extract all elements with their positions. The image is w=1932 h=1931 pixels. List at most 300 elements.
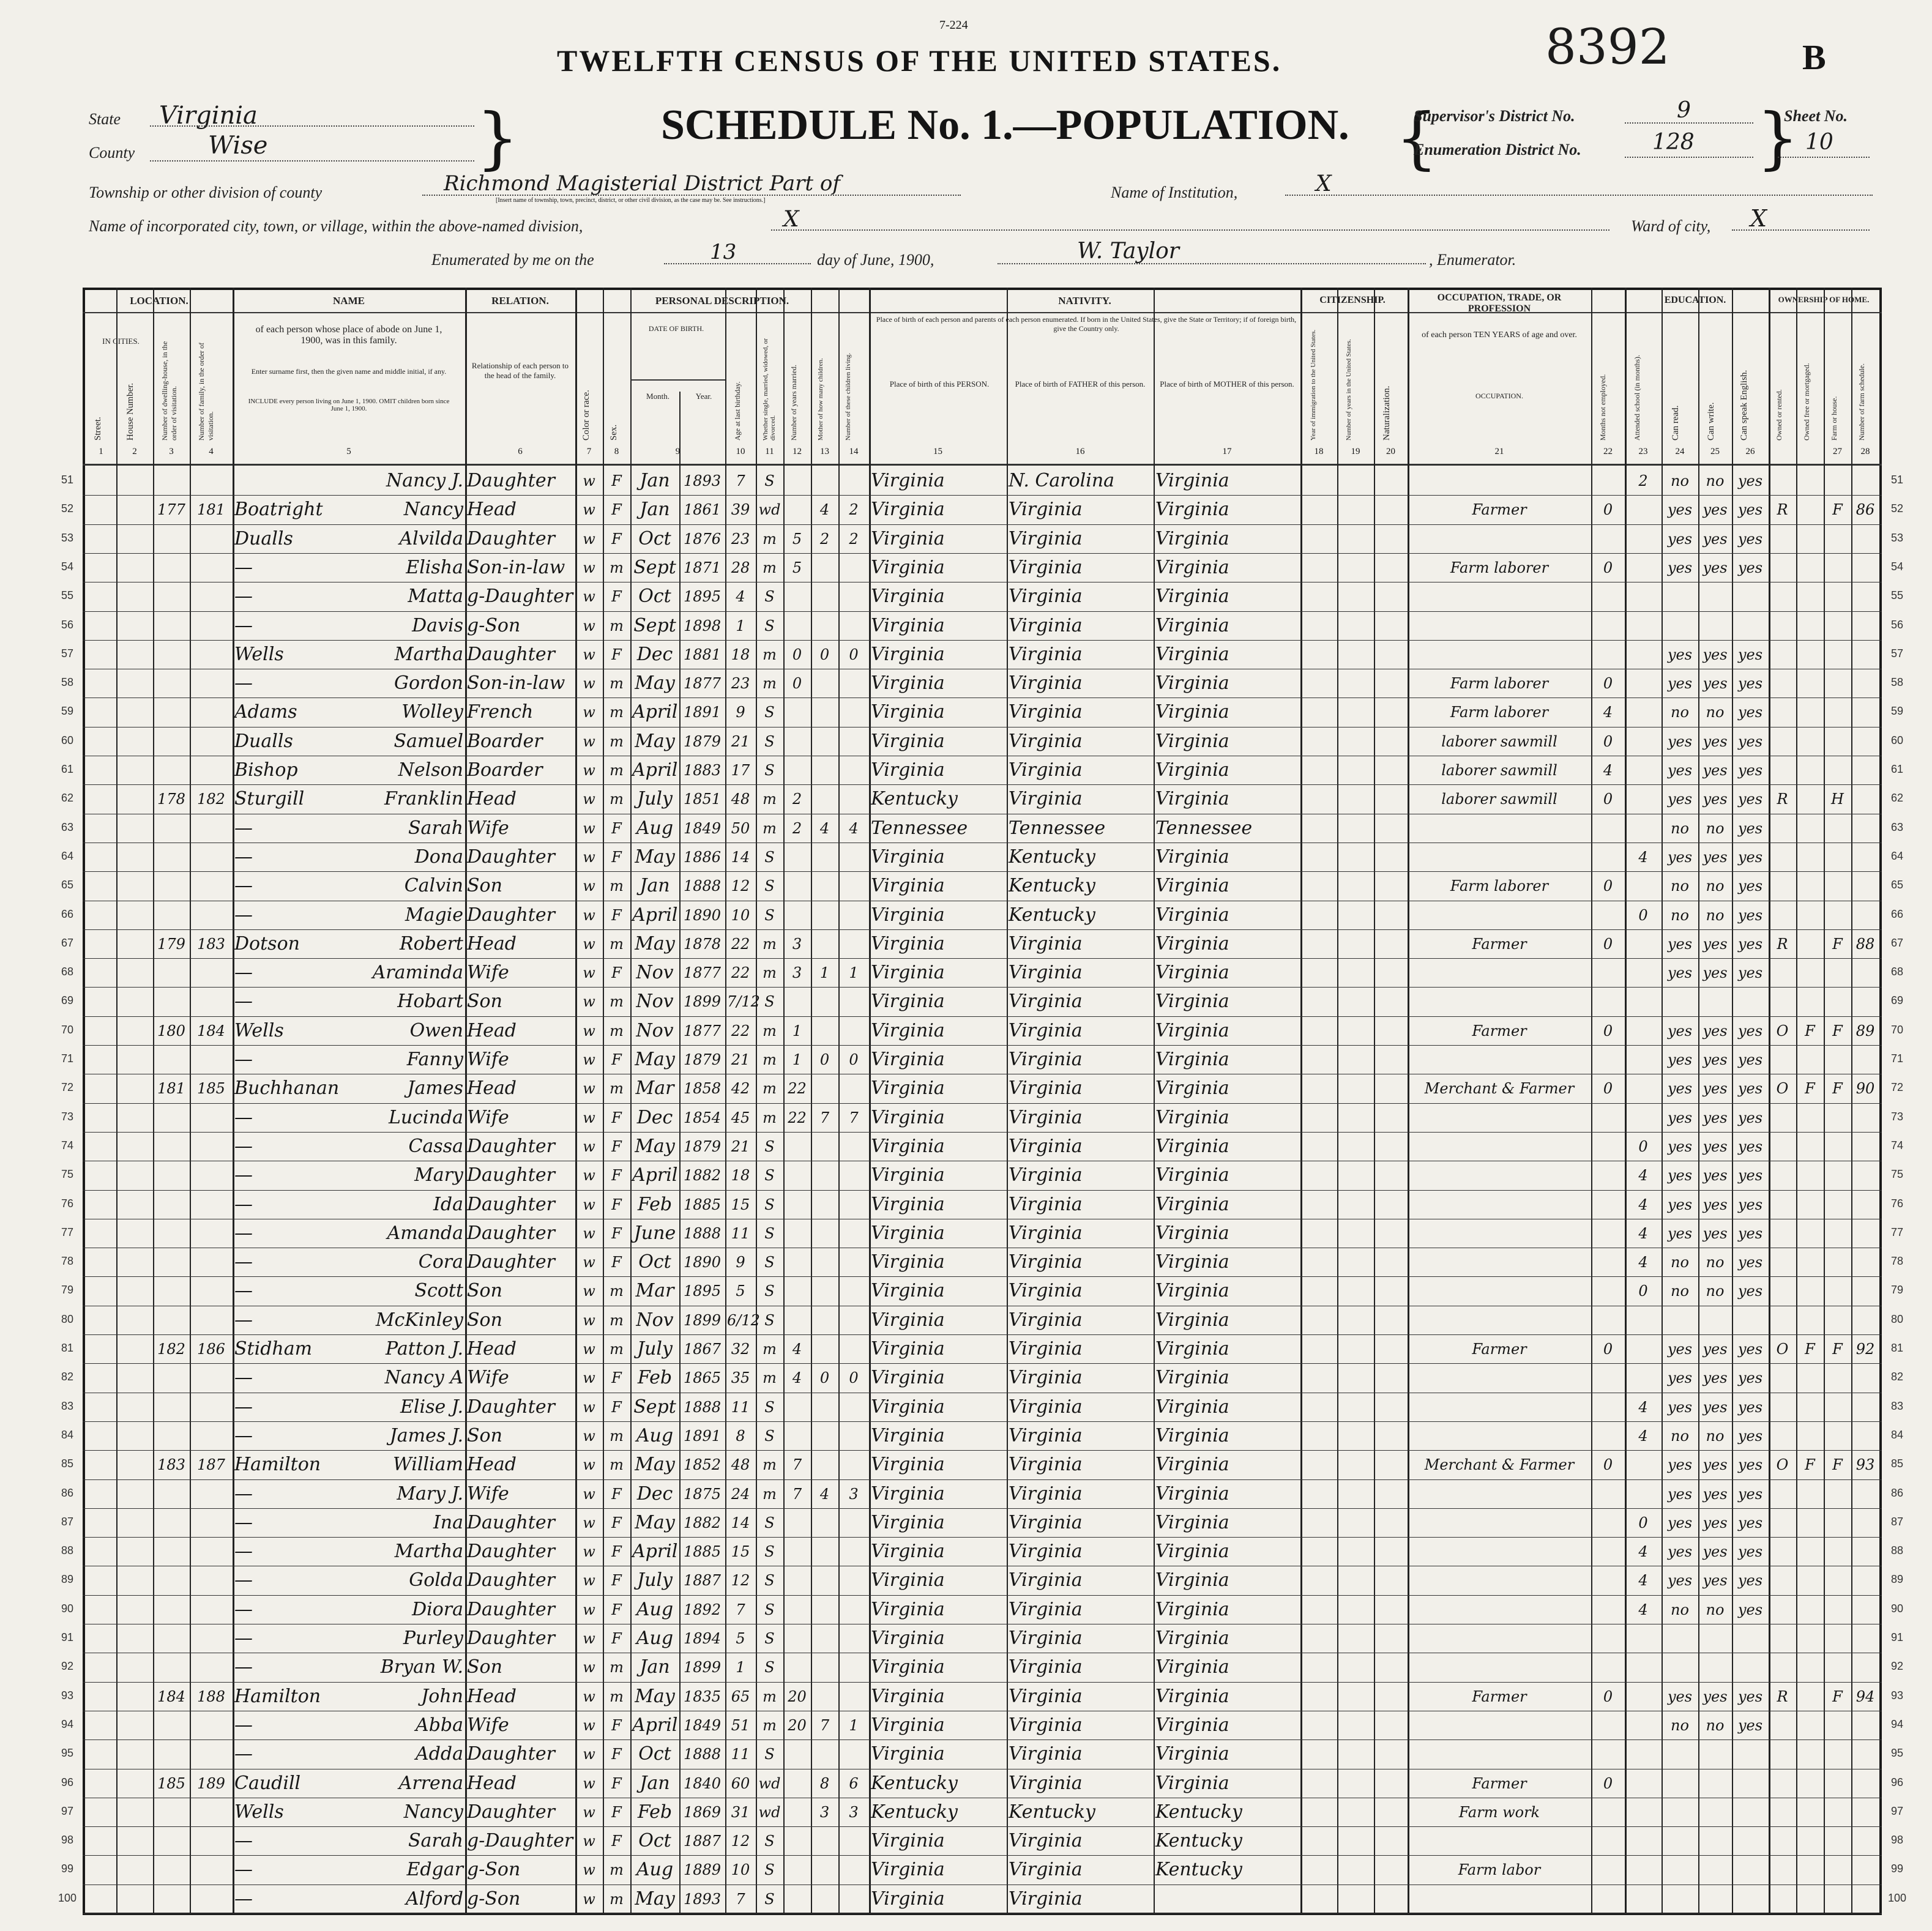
cell-speak: yes [1737,1282,1763,1300]
cell-mo: 4 [819,1485,830,1503]
cell-write: no [1706,1254,1725,1271]
cell-sex: m [610,559,624,576]
cell-month: May [635,1135,675,1157]
cell-bp: Virginia [871,1309,945,1331]
cell-speak: yes [1737,1051,1763,1068]
cell-read: yes [1667,1485,1693,1503]
column-number: 17 [1222,447,1232,456]
cell-ym: 0 [792,675,802,693]
column-number: 10 [736,447,745,456]
cell-fbp: Virginia [1009,1569,1083,1591]
cell-dw: 182 [157,1341,185,1358]
cell-unemp: 0 [1603,1687,1613,1705]
cell-sched: 86 [1856,501,1875,519]
column-rule [1796,288,1797,1913]
cell-month: Oct [638,527,671,549]
cell-month: May [635,730,675,752]
cell-dw: 178 [157,791,185,808]
cell-age: 12 [731,1572,750,1590]
cell-color: w [583,819,595,837]
cell-given: Edgar [406,1859,463,1881]
name-include-header: INCLUDE every person living on June 1, 1900. OMIT children born since June 1, 1900. [248,398,450,412]
state-label: State [89,110,121,128]
cell-sex: F [611,1137,622,1155]
cell-rel: Daughter [467,643,555,665]
cell-fbp: Virginia [1009,1251,1083,1273]
cell-age: 14 [731,1514,750,1531]
cell-color: w [583,1196,595,1213]
line-number-right: 88 [1890,1544,1904,1557]
header-bottom-rule [83,464,1882,466]
cell-surname: Hamilton [234,1685,321,1707]
cell-color: w [583,877,595,895]
line-number-right: 96 [1890,1776,1904,1788]
cell-bp: Virginia [871,1280,945,1302]
cell-rel: Head [467,499,517,521]
cell-read: yes [1667,1196,1693,1213]
cell-month: May [635,1888,675,1910]
cell-read: yes [1667,646,1693,663]
cell-given: Matta [408,586,463,608]
column-rule [725,288,726,1913]
cell-mbp: Virginia [1155,1049,1229,1070]
can-write-header: Can write. [1706,402,1716,441]
cell-bp: Virginia [871,499,945,521]
line-number-right: 68 [1890,966,1904,978]
cell-fbp: Virginia [1009,1685,1083,1707]
cell-mbp: Virginia [1155,672,1229,694]
cell-mbp: Virginia [1155,527,1229,549]
line-number-left: 80 [61,1312,74,1325]
line-number-left: 79 [61,1284,74,1297]
cell-year: 1890 [683,1254,722,1271]
cell-speak: yes [1737,472,1763,489]
line-number-left: 57 [61,647,74,660]
cell-year: 1899 [683,1659,722,1676]
cell-sched: 93 [1856,1456,1875,1474]
cell-sex: F [611,1254,622,1271]
cell-read: yes [1667,1514,1693,1531]
cell-mar: S [764,704,775,721]
cell-bp: Virginia [871,1338,945,1360]
cell-speak: yes [1737,1341,1763,1358]
cell-mbp: Virginia [1155,1077,1229,1099]
cell-sex: m [610,675,624,693]
cell-bp: Virginia [871,614,945,636]
cell-sex: F [611,1601,622,1618]
cell-liv: 0 [849,646,859,663]
cell-month: Nov [636,991,674,1013]
cell-age: 31 [731,1803,750,1821]
cell-given: Gordon [394,672,463,694]
cell-sex: F [611,1109,622,1126]
cell-school: 2 [1638,472,1648,489]
cell-color: w [583,1080,595,1098]
sheet-no-underline [1778,157,1870,158]
cell-given: Robert [399,932,463,954]
cell-fbp: N. Carolina [1009,470,1115,491]
cell-age: 51 [731,1716,750,1734]
cell-speak: yes [1737,964,1763,982]
cell-mbp: Virginia [1155,470,1229,491]
cell-mar: S [764,1137,775,1155]
cell-farm: F [1832,1456,1843,1474]
cell-mar: S [764,906,775,924]
cell-dw: 179 [157,935,185,953]
cell-sex: F [611,1543,622,1561]
cell-free: F [1805,1022,1815,1040]
cell-liv: 1 [849,964,859,982]
cell-ym: 20 [788,1687,807,1705]
cell-bp: Virginia [871,1193,945,1215]
cell-age: 15 [731,1196,750,1213]
cell-year: 1893 [683,472,722,489]
line-number-right: 97 [1890,1804,1904,1817]
column-rule [603,288,604,1913]
cell-given: Franklin [384,788,463,810]
cell-surname: — [234,1511,253,1533]
cell-rel: Daughter [467,904,555,926]
cell-given: Ina [433,1511,463,1533]
birth-father-header: Place of birth of FATHER of this person. [1015,379,1146,389]
day-of-label: day of June, 1900, [817,251,934,269]
marital-header: Whether single, married, widowed, or divorced. [762,338,777,441]
cell-rel: Wife [467,817,509,839]
cell-dw: 181 [157,1080,185,1098]
row-rule [83,784,1882,785]
column-number: 6 [518,447,523,456]
cell-mar: m [763,675,777,693]
cell-mbp: Virginia [1155,1454,1229,1476]
cell-write: yes [1703,1167,1728,1185]
cell-age: 10 [731,1861,750,1879]
supervisor-value: 9 [1677,98,1691,123]
cell-write: yes [1703,1514,1728,1531]
cell-mbp: Virginia [1155,1338,1229,1360]
row-rule [83,640,1882,641]
cell-year: 1849 [683,1716,722,1734]
cell-color: w [583,1687,595,1705]
cell-surname: — [234,1656,253,1678]
line-number-right: 79 [1890,1284,1904,1297]
cell-mar: m [763,1080,777,1098]
cell-dw: 184 [157,1687,185,1705]
cell-unemp: 0 [1603,732,1613,750]
cell-age: 22 [731,935,750,953]
cell-mar: S [764,617,775,634]
cell-unemp: 0 [1603,675,1613,693]
line-number-left: 96 [61,1776,74,1788]
column-number: 28 [1860,447,1870,456]
cell-age: 7 [736,1890,745,1908]
state-underline [150,125,474,127]
cell-farm: F [1832,935,1843,953]
cell-year: 1889 [683,1861,722,1879]
cell-mar: S [764,1630,775,1647]
cell-mbp: Virginia [1155,1541,1229,1563]
cell-mar: m [763,1341,777,1358]
cell-rel: Head [467,788,517,810]
cell-speak: yes [1737,1687,1763,1705]
enumerator-underline [998,263,1426,264]
cell-mar: S [764,1311,775,1329]
cell-given: Nancy A [384,1367,463,1389]
cell-mar: wd [758,1774,781,1792]
cell-sex: F [611,1224,622,1242]
column-rule [811,288,812,1913]
cell-read: yes [1667,791,1693,808]
cell-year: 1888 [683,877,722,895]
cell-bp: Kentucky [871,1801,958,1823]
cell-surname: — [234,1251,253,1273]
cell-farm: H [1831,791,1844,808]
cell-given: Sarah [408,1830,463,1852]
county-value: Wise [208,132,268,160]
cell-write: yes [1703,1456,1728,1474]
cell-mbp: Kentucky [1155,1859,1242,1881]
cell-mbp: Virginia [1155,875,1229,897]
cell-given: Patton J. [386,1338,463,1360]
cell-given: Cassa [408,1135,463,1157]
cell-fbp: Virginia [1009,499,1083,521]
line-number-left: 62 [61,792,74,805]
in-cities-header: IN CITIES. [102,337,140,346]
line-number-right: 77 [1890,1226,1904,1238]
cell-month: Sept [633,1396,676,1418]
cell-month: May [635,1511,675,1533]
column-number: 5 [346,447,351,456]
column-rule [1007,288,1008,1913]
cell-year: 1877 [683,964,722,982]
cell-sex: m [610,762,624,779]
cell-read: yes [1667,848,1693,866]
date-of-birth-rule [630,379,725,381]
cell-speak: yes [1737,1543,1763,1561]
cell-year: 1883 [683,762,722,779]
line-number-left: 83 [61,1399,74,1412]
cell-month: Mar [635,1280,674,1302]
cell-rel: Daughter [467,1598,555,1620]
column-number: 24 [1675,447,1685,456]
cell-age: 7 [736,1601,745,1618]
cell-age: 48 [731,1456,750,1474]
cell-month: May [635,672,675,694]
cell-surname: Wells [234,1019,284,1041]
column-number: 13 [820,447,829,456]
column-number: 25 [1710,447,1720,456]
cell-sex: m [610,1890,624,1908]
cell-bp: Virginia [871,1569,945,1591]
cell-read: yes [1667,1051,1693,1068]
cell-mo: 4 [819,501,830,519]
cell-fbp: Virginia [1009,1743,1083,1765]
cell-own: O [1776,1341,1789,1358]
cell-write: yes [1703,964,1728,982]
cell-mar: S [764,1659,775,1676]
line-number-left: 100 [58,1891,77,1904]
cell-mar: m [763,559,777,576]
cell-write: yes [1703,501,1728,519]
cell-color: w [583,1861,595,1879]
line-number-right: 73 [1890,1110,1904,1123]
line-number-right: 82 [1890,1371,1904,1383]
line-number-right: 87 [1890,1515,1904,1528]
cell-age: 9 [736,704,745,721]
cell-month: April [632,759,678,781]
cell-rel: Boarder [467,759,543,781]
cell-year: 1871 [683,559,722,576]
cell-write: no [1706,1601,1725,1618]
cell-month: July [637,1569,673,1591]
cell-bp: Virginia [871,1714,945,1736]
cell-color: w [583,559,595,576]
cell-sex: m [610,1659,624,1676]
cell-month: Aug [636,817,674,839]
cell-fam: 189 [197,1774,225,1792]
cell-speak: yes [1737,1369,1763,1387]
cell-given: Nancy [403,499,463,521]
cell-bp: Virginia [871,643,945,665]
cell-farm: F [1832,1341,1843,1358]
cell-rel: Daughter [467,470,555,491]
cell-rel: Wife [467,1106,509,1128]
cell-color: w [583,1601,595,1618]
cell-farm: F [1832,1687,1843,1705]
cell-free: F [1805,1341,1815,1358]
column-number: 21 [1494,447,1504,456]
cell-write: no [1706,906,1725,924]
cell-unemp: 4 [1603,762,1613,779]
cell-month: June [633,1222,676,1244]
cell-color: w [583,1832,595,1850]
column-number: 4 [209,447,214,456]
cell-bp: Virginia [871,1511,945,1533]
cell-sex: F [611,1746,622,1763]
cell-age: 11 [731,1398,750,1416]
cell-year: 1886 [683,848,722,866]
cell-fbp: Virginia [1009,932,1083,954]
cell-given: Mary [414,1164,463,1186]
cell-sex: F [611,819,622,837]
line-number-right: 65 [1890,879,1904,891]
cell-bp: Virginia [871,701,945,723]
cell-given: Diora [412,1598,463,1620]
cell-mo: 0 [819,646,830,663]
cell-speak: yes [1737,1601,1763,1618]
cell-sex: F [611,848,622,866]
cell-color: w [583,1224,595,1242]
column-number: 26 [1745,447,1755,456]
cell-surname: — [234,1396,253,1418]
cell-month: April [632,701,678,723]
cell-bp: Virginia [871,1251,945,1273]
cell-liv: 4 [849,819,859,837]
line-number-right: 72 [1890,1081,1904,1094]
cell-ym: 4 [792,1369,802,1387]
cell-speak: yes [1737,559,1763,576]
column-number: 16 [1075,447,1085,456]
cell-sex: m [610,1341,624,1358]
cell-year: 1887 [683,1572,722,1590]
cell-month: Jan [640,1656,670,1678]
cell-write: yes [1703,1022,1728,1040]
cell-surname: — [234,875,253,897]
cell-sex: F [611,1369,622,1387]
line-number-right: 91 [1890,1631,1904,1643]
cell-write: yes [1703,1224,1728,1242]
cell-school: 4 [1638,848,1648,866]
cell-month: Dec [636,1106,673,1128]
cell-color: w [583,791,595,808]
cell-given: Araminda [372,962,463,984]
years-married-header: Number of years married. [789,365,798,441]
cell-mbp: Virginia [1155,730,1229,752]
line-number-right: 52 [1890,502,1904,515]
cell-sex: F [611,1803,622,1821]
line-number-left: 55 [61,589,74,602]
row-rule [83,1479,1882,1480]
cell-rel: Daughter [467,1193,555,1215]
children-living-header: Number of these children living. [845,352,852,441]
cell-sex: m [610,993,624,1011]
cell-surname: — [234,1424,253,1446]
cell-mar: S [764,1254,775,1271]
cell-rel: Wife [467,1714,509,1736]
cell-mar: m [763,964,777,982]
cell-mar: S [764,1514,775,1531]
cell-occ: laborer sawmill [1441,791,1557,808]
cell-surname: — [234,1193,253,1215]
cell-age: 1 [736,617,745,634]
cell-year: 1879 [683,1137,722,1155]
line-number-right: 100 [1887,1891,1907,1904]
row-rule [83,1537,1882,1538]
cell-unemp: 0 [1603,935,1613,953]
cell-read: yes [1667,732,1693,750]
cell-surname: Caudill [234,1772,301,1794]
cell-sex: F [611,588,622,606]
cell-fbp: Virginia [1009,962,1083,984]
cell-rel: g-Daughter [467,586,573,608]
cell-bp: Virginia [871,672,945,694]
column-number: 18 [1314,447,1324,456]
cell-mbp: Virginia [1155,991,1229,1013]
nativity-desc-header: Place of birth of each person and parents of each person enumerated. If born in the United States, give the State or Territory; if of foreign birth, give the Country only. [876,315,1297,333]
cell-fbp: Virginia [1009,991,1083,1013]
cell-mo: 0 [819,1051,830,1068]
cell-surname: — [234,614,253,636]
cell-year: 1899 [683,993,722,1011]
line-number-left: 52 [61,502,74,515]
row-rule [83,524,1882,525]
cell-occ: laborer sawmill [1441,762,1557,779]
cell-month: April [632,904,678,926]
stamp-number: 8392 [1545,18,1670,75]
cell-rel: Daughter [467,527,555,549]
header-group-rule [83,312,1882,313]
cell-ym: 20 [788,1716,807,1734]
cell-mbp: Virginia [1155,1424,1229,1446]
cell-write: yes [1703,1051,1728,1068]
cell-ym: 5 [792,559,802,576]
line-number-left: 56 [61,618,74,631]
line-number-right: 93 [1890,1689,1904,1702]
cell-surname: Dualls [234,527,293,549]
row-rule [83,1045,1882,1046]
cell-write: yes [1703,1137,1728,1155]
ward-underline [1732,229,1870,231]
cell-fam: 182 [197,791,225,808]
